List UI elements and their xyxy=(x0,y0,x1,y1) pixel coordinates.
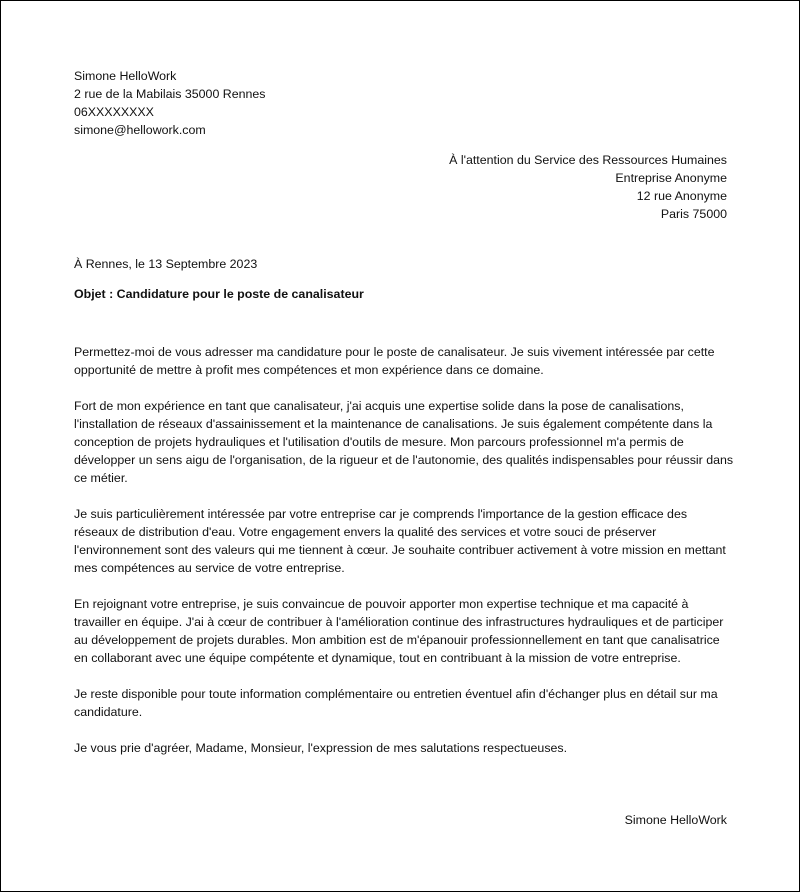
signature: Simone HelloWork xyxy=(624,813,727,827)
recipient-company: Entreprise Anonyme xyxy=(615,171,727,185)
subject-line: Objet : Candidature pour le poste de canalisateur xyxy=(74,287,364,301)
body-paragraph: Permettez-moi de vous adresser ma candidature pour le poste de canalisateur. Je suis vivement intéressée par cette opportunité de mettre à profit mes compétences et mon expérience dans ce domaine. xyxy=(74,345,715,377)
sender-phone: 06XXXXXXXX xyxy=(74,105,154,119)
letter-body xyxy=(74,343,734,775)
recipient-street: 12 rue Anonyme xyxy=(636,189,727,203)
body-paragraph: En rejoignant votre entreprise, je suis convaincue de pouvoir apporter mon expertise technique et ma capacité à travailler en équipe. J'ai à cœur de contribuer à l'amélioration continue des infrastructures hydrauliques et de participer au développement de projets durables. Mon ambition est de m'épanouir professionnellement en tant que canalisatrice en collaborant avec une équipe compétente et dynamique, tout en contribuant à la mission de votre entreprise. xyxy=(74,597,724,665)
closing-paragraph: Je vous prie d'agréer, Madame, Monsieur, l'expression de mes salutations respectueuses. xyxy=(74,741,568,755)
date-line: À Rennes, le 13 Septembre 2023 xyxy=(74,257,258,271)
sender-email: simone@hellowork.com xyxy=(74,123,206,137)
recipient-block xyxy=(449,151,727,223)
sender-name: Simone HelloWork xyxy=(74,69,177,83)
sender-block xyxy=(74,67,266,139)
body-paragraph: Je suis particulièrement intéressée par votre entreprise car je comprends l'importance de la gestion efficace des réseaux de distribution d'eau. Votre engagement envers la qualité des services et votre souci de préserver l'environnement sont des valeurs qui me tiennent à cœur. Je souhaite contribuer activement à votre mission en mettant mes compétences au service de votre entreprise. xyxy=(74,507,726,575)
recipient-city: Paris 75000 xyxy=(660,207,727,221)
recipient-attention: À l'attention du Service des Ressources Humaines xyxy=(449,153,727,167)
body-paragraph: Je reste disponible pour toute information complémentaire ou entretien éventuel afin d'échanger plus en détail sur ma candidature. xyxy=(74,687,718,719)
body-paragraph: Fort de mon expérience en tant que canalisateur, j'ai acquis une expertise solide dans la pose de canalisations, l'installation de réseaux d'assainissement et la maintenance de canalisations. Je suis également compétente dans la conception de projets hydrauliques et l'utilisation d'outils de mesure. Mon parcours professionnel m'a permis de développer un sens aigu de l'organisation, de la rigueur et de l'autonomie, des qualités indispensables pour réussir dans ce métier. xyxy=(74,399,734,485)
sender-address: 2 rue de la Mabilais 35000 Rennes xyxy=(74,87,266,101)
